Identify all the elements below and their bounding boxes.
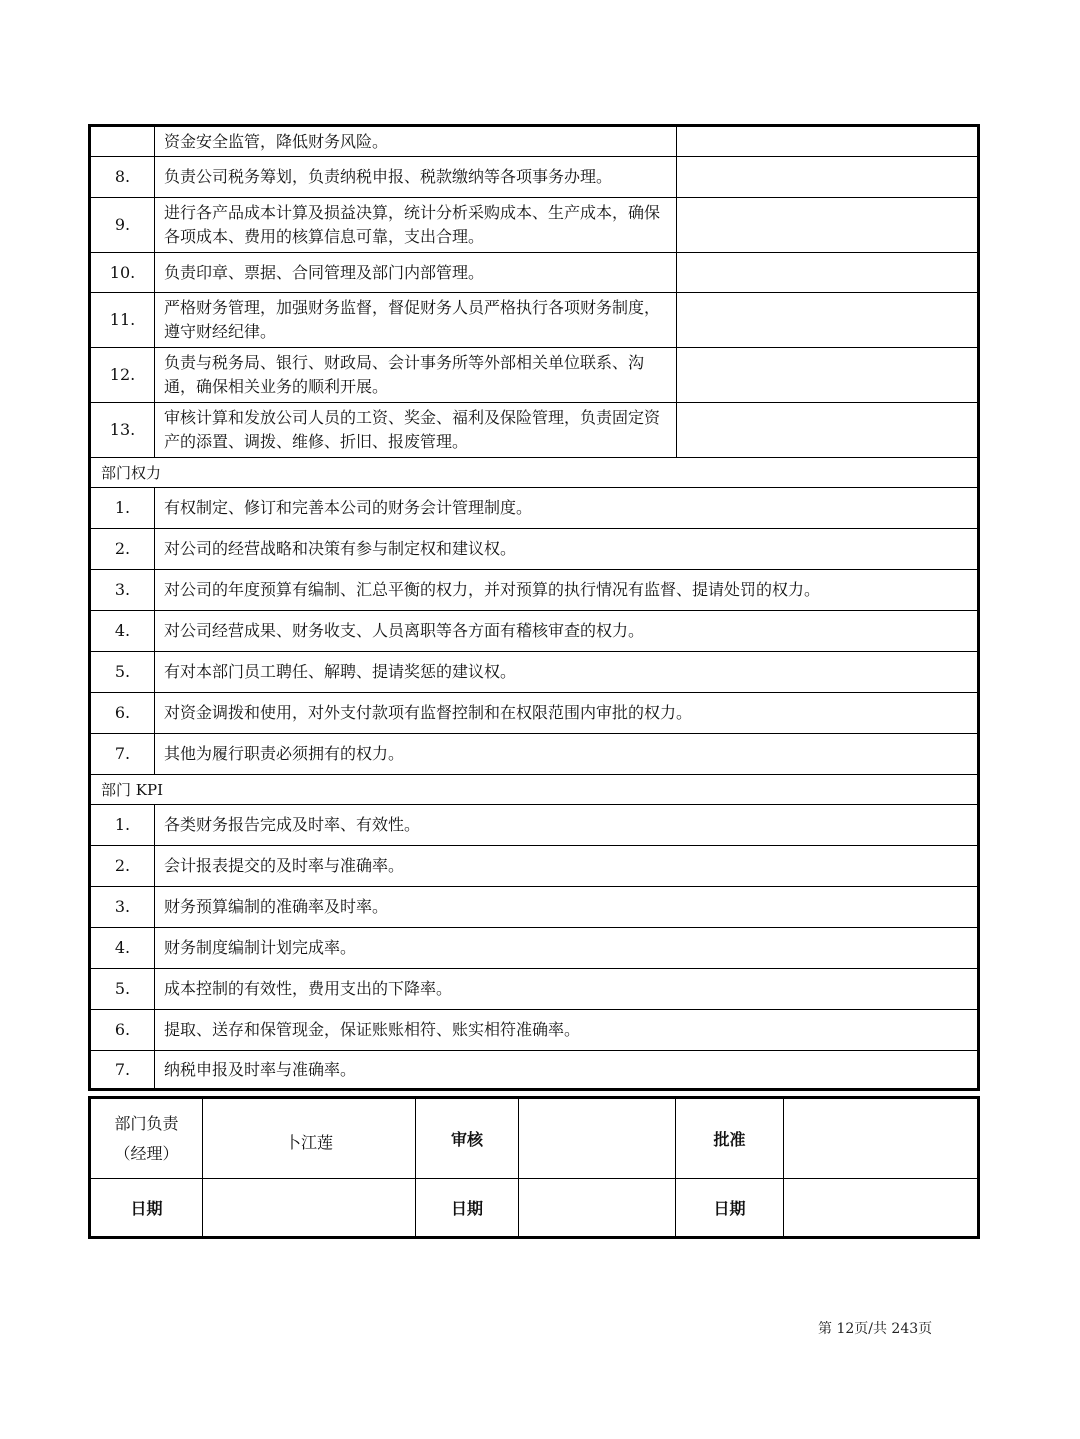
row-text: 纳税申报及时率与准确率。 (155, 1051, 979, 1090)
section-header-row (90, 458, 979, 488)
row-text: 各类财务报告完成及时率、有效性。 (155, 805, 979, 846)
table-row (90, 969, 979, 1010)
approve-label: 批准 (676, 1098, 784, 1179)
row-text: 会计报表提交的及时率与准确率。 (155, 846, 979, 887)
date-label-review: 日期 (416, 1179, 519, 1238)
row-text: 对公司的年度预算有编制、汇总平衡的权力，并对预算的执行情况有监督、提请处罚的权力。 (155, 570, 979, 611)
page-number: 第 12页/共 243页 (818, 1321, 933, 1337)
row-number: 10. (90, 253, 155, 293)
row-number: 2. (90, 846, 155, 887)
row-number: 5. (90, 652, 155, 693)
row-text: 进行各产品成本计算及损益决算，统计分析采购成本、生产成本，确保各项成本、费用的核算信息可靠，支出合理。 (155, 198, 677, 253)
row-text: 财务预算编制的准确率及时率。 (155, 887, 979, 928)
blank-cell (677, 253, 979, 293)
table-row (90, 529, 979, 570)
date-label-approve: 日期 (676, 1179, 784, 1238)
row-number: 2. (90, 529, 155, 570)
date-value-approve (784, 1179, 979, 1238)
row-text: 对资金调拨和使用，对外支付款项有监督控制和在权限范围内审批的权力。 (155, 693, 979, 734)
table-row (90, 1051, 979, 1090)
row-text: 负责印章、票据、合同管理及部门内部管理。 (155, 253, 677, 293)
row-text: 负责与税务局、银行、财政局、会计事务所等外部相关单位联系、沟通，确保相关业务的顺利开展。 (155, 348, 677, 403)
review-value (519, 1098, 676, 1179)
blank-cell (677, 198, 979, 253)
table-row (90, 126, 979, 157)
row-number: 6. (90, 1010, 155, 1051)
row-number: 4. (90, 611, 155, 652)
department-head-label-line1: 部门负责 (114, 1113, 179, 1133)
row-text: 有权制定、修订和完善本公司的财务会计管理制度。 (155, 488, 979, 529)
date-value-head (203, 1179, 416, 1238)
table-row (90, 928, 979, 969)
department-head-label (90, 1098, 203, 1179)
row-number: 6. (90, 693, 155, 734)
blank-cell (677, 348, 979, 403)
table-row (90, 805, 979, 846)
department-head-label-line2: （经理） (114, 1143, 179, 1163)
table-row (90, 1010, 979, 1051)
row-text: 审核计算和发放公司人员的工资、奖金、福利及保险管理，负责固定资产的添置、调拨、维修、折旧、报废管理。 (155, 403, 677, 458)
blank-cell (677, 126, 979, 157)
section-header-row (90, 775, 979, 805)
table-row (90, 403, 979, 458)
signoff-table (88, 1096, 980, 1239)
row-number: 9. (90, 198, 155, 253)
table-row (90, 652, 979, 693)
row-number (90, 126, 155, 157)
table-row (90, 734, 979, 775)
table-row (90, 198, 979, 253)
section-title-kpi: 部门 KPI (90, 775, 979, 805)
approve-value (784, 1098, 979, 1179)
row-number: 5. (90, 969, 155, 1010)
row-text: 对公司经营成果、财务收支、人员离职等各方面有稽核审查的权力。 (155, 611, 979, 652)
duties-table (88, 124, 980, 1091)
blank-cell (677, 157, 979, 198)
row-number: 12. (90, 348, 155, 403)
date-label-head: 日期 (90, 1179, 203, 1238)
blank-cell (677, 293, 979, 348)
row-text: 有对本部门员工聘任、解聘、提请奖惩的建议权。 (155, 652, 979, 693)
table-row (90, 157, 979, 198)
department-head-name: 卜江莲 (203, 1098, 416, 1179)
row-number: 1. (90, 805, 155, 846)
table-row (90, 488, 979, 529)
row-number: 8. (90, 157, 155, 198)
row-number: 4. (90, 928, 155, 969)
table-row (90, 348, 979, 403)
review-label: 审核 (416, 1098, 519, 1179)
row-text: 财务制度编制计划完成率。 (155, 928, 979, 969)
table-row (90, 887, 979, 928)
row-number: 13. (90, 403, 155, 458)
blank-cell (677, 403, 979, 458)
row-number: 3. (90, 887, 155, 928)
table-row (90, 570, 979, 611)
table-row (90, 253, 979, 293)
row-text: 负责公司税务筹划，负责纳税申报、税款缴纳等各项事务办理。 (155, 157, 677, 198)
row-text: 对公司的经营战略和决策有参与制定权和建议权。 (155, 529, 979, 570)
row-text: 资金安全监管，降低财务风险。 (155, 126, 677, 157)
signoff-row (90, 1098, 979, 1179)
row-number: 7. (90, 734, 155, 775)
row-number: 7. (90, 1051, 155, 1090)
row-number: 3. (90, 570, 155, 611)
row-number: 1. (90, 488, 155, 529)
table-row (90, 293, 979, 348)
row-text: 成本控制的有效性，费用支出的下降率。 (155, 969, 979, 1010)
row-text: 严格财务管理，加强财务监督，督促财务人员严格执行各项财务制度，遵守财经纪律。 (155, 293, 677, 348)
row-text: 其他为履行职责必须拥有的权力。 (155, 734, 979, 775)
section-title-authority: 部门权力 (90, 458, 979, 488)
table-row (90, 693, 979, 734)
row-number: 11. (90, 293, 155, 348)
date-value-review (519, 1179, 676, 1238)
table-row (90, 846, 979, 887)
date-row (90, 1179, 979, 1238)
table-row (90, 611, 979, 652)
row-text: 提取、送存和保管现金，保证账账相符、账实相符准确率。 (155, 1010, 979, 1051)
